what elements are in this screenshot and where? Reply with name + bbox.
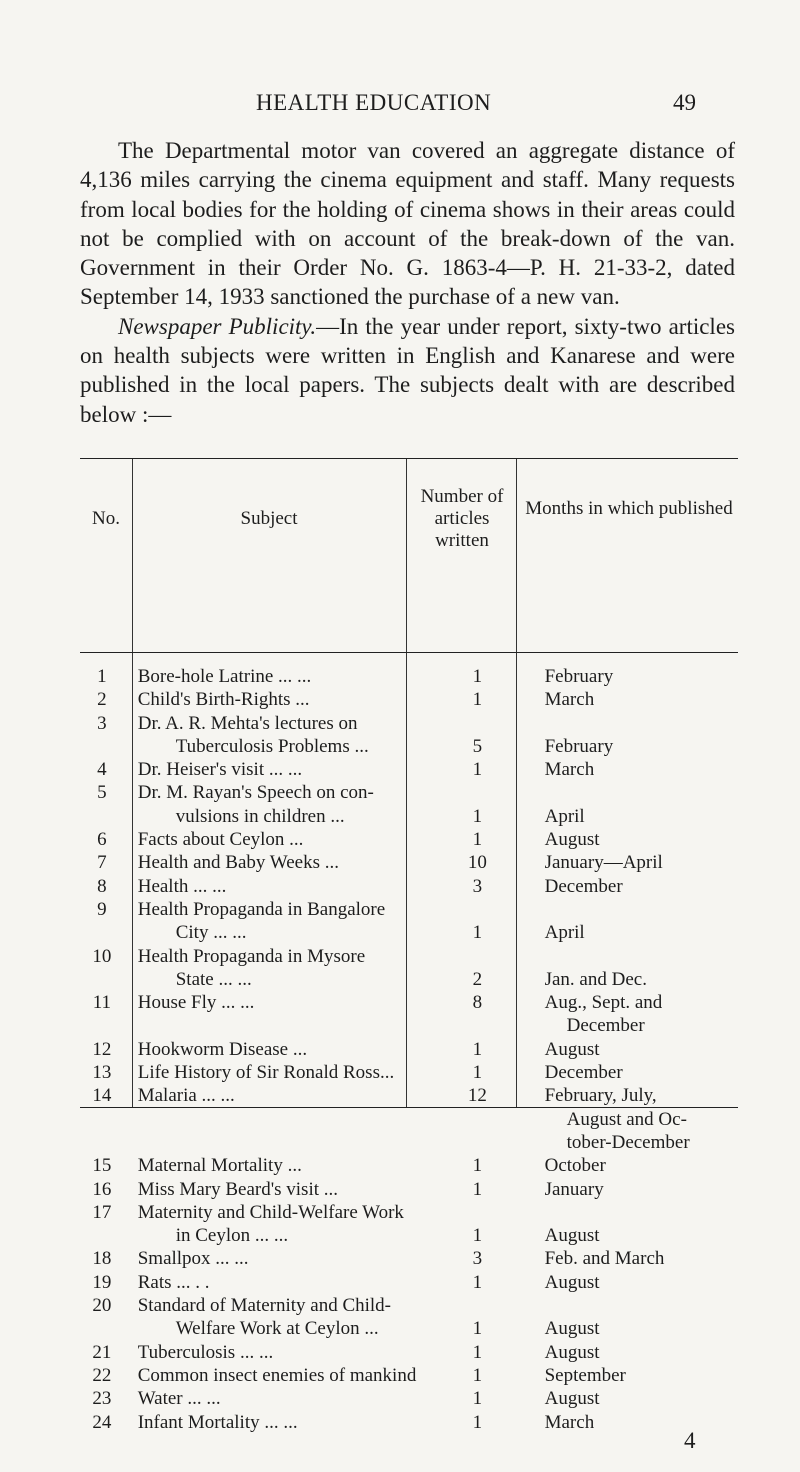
table-row <box>80 1294 738 1341</box>
cell-number <box>420 688 534 711</box>
months-line: August <box>544 1038 600 1060</box>
subject-line: Maternity and Child-Welfare Work <box>137 1201 404 1223</box>
cell-months <box>535 1341 738 1364</box>
subject-line: Smallpox ... ... <box>137 1248 249 1270</box>
table-row <box>80 875 738 898</box>
subject-line: in Ceylon ... ... <box>175 1225 289 1247</box>
subject-line: Hookworm Disease ... <box>137 1038 308 1060</box>
cell-subject <box>124 712 421 759</box>
cell-number <box>420 1154 534 1177</box>
cell-number <box>420 1341 534 1364</box>
cell-months <box>535 1061 738 1084</box>
number-value: 3 <box>472 875 483 897</box>
cell-number <box>420 712 534 759</box>
cell-no: 9 <box>97 898 107 920</box>
running-title: HEALTH EDUCATION <box>256 90 492 115</box>
table-row <box>80 828 738 851</box>
table-row <box>80 712 738 759</box>
cell-months <box>535 758 738 781</box>
cell-months <box>535 991 738 1038</box>
number-value: 1 <box>472 1364 483 1386</box>
subject-line: Water ... ... <box>137 1388 221 1410</box>
subject-line: Malaria ... ... <box>137 1085 235 1107</box>
cell-subject <box>124 1154 421 1177</box>
months-line: February, July, <box>544 1085 657 1107</box>
cell-months <box>535 828 738 851</box>
number-value: 1 <box>472 1388 483 1410</box>
cell-subject <box>124 851 421 874</box>
cell-no: 21 <box>92 1341 112 1363</box>
cell-months <box>535 875 738 898</box>
cell-no: 22 <box>92 1364 112 1386</box>
months-line: Jan. and Dec. <box>544 968 647 990</box>
table-rows <box>80 665 738 1434</box>
months-line: August <box>544 1341 600 1363</box>
subject-line: Health Propaganda in Bangalore <box>137 898 386 920</box>
cell-no: 3 <box>97 712 107 734</box>
cell-number <box>420 991 534 1038</box>
table-row <box>80 851 738 874</box>
table-row <box>80 1411 738 1434</box>
number-value: 8 <box>472 992 483 1014</box>
cell-subject <box>124 828 421 851</box>
cell-number <box>420 781 534 828</box>
cell-number <box>420 1387 534 1410</box>
table-row <box>80 1178 738 1201</box>
cell-no: 6 <box>97 829 107 851</box>
subject-line: Child's Birth-Rights ... <box>137 689 310 711</box>
cell-subject <box>124 1061 421 1084</box>
cell-months <box>535 1038 738 1061</box>
cell-no: 23 <box>92 1388 112 1410</box>
column-divider <box>132 459 133 652</box>
table-header <box>80 459 738 652</box>
table-row <box>80 1247 738 1270</box>
subject-line: Facts about Ceylon ... <box>137 829 304 851</box>
cell-subject <box>124 1411 421 1434</box>
cell-months <box>535 851 738 874</box>
cell-subject <box>124 991 421 1038</box>
header-no: No. <box>92 508 120 529</box>
subject-line: Life History of Sir Ronald Ross... <box>137 1062 395 1084</box>
cell-number <box>420 828 534 851</box>
cell-no: 4 <box>97 759 107 781</box>
months-line: Feb. and March <box>544 1248 665 1270</box>
cell-number <box>420 1294 534 1341</box>
number-value: 12 <box>467 1085 487 1107</box>
body-text <box>80 136 735 429</box>
cell-number <box>420 758 534 781</box>
cell-no: 20 <box>92 1295 112 1317</box>
cell-no: 2 <box>97 689 107 711</box>
months-line: August <box>544 1318 600 1340</box>
cell-months <box>535 1247 738 1270</box>
number-value: 1 <box>472 1178 483 1200</box>
number-value: 1 <box>472 1411 483 1433</box>
cell-subject <box>124 758 421 781</box>
number-value: 1 <box>472 1271 483 1293</box>
cell-number <box>420 898 534 945</box>
table-row <box>80 1201 738 1248</box>
number-value: 1 <box>472 1225 483 1247</box>
paragraph-van: The Departmental motor van covered an aggregate distance of 4,136 miles carrying the cinema equipment and staff. Many requests from local bodies for the holding of cinema shows in their areas could not be complied with on account of the break-down of the van. Government in their Order No. G. 1863-4—P. H. 21-33-2, dated September 14, 1933 sanctioned the purchase of a new van. <box>80 138 735 310</box>
months-line: tober-December <box>566 1131 690 1153</box>
number-value: 1 <box>472 922 483 944</box>
cell-months <box>535 712 738 759</box>
paragraph-newspaper <box>80 312 735 429</box>
page-header <box>0 90 800 120</box>
subject-line: Common insect enemies of mankind <box>137 1364 417 1386</box>
months-line: Aug., Sept. and <box>544 992 663 1014</box>
number-value: 1 <box>472 1062 483 1084</box>
cell-months <box>535 781 738 828</box>
cell-no: 8 <box>97 875 107 897</box>
cell-subject <box>124 945 421 992</box>
cell-subject <box>124 781 421 828</box>
column-divider <box>516 459 517 652</box>
number-value: 1 <box>472 666 483 687</box>
cell-subject <box>124 1294 421 1341</box>
cell-no: 18 <box>92 1248 112 1270</box>
number-value: 1 <box>472 1318 483 1340</box>
subject-line: State ... ... <box>175 968 252 990</box>
cell-months <box>535 1178 738 1201</box>
subject-line: Health and Baby Weeks ... <box>137 852 339 874</box>
table-row <box>80 1271 738 1294</box>
number-value: 1 <box>472 759 483 781</box>
table-row <box>80 688 738 711</box>
months-line: December <box>544 875 623 897</box>
header-subject: Subject <box>240 508 298 529</box>
cell-no: 16 <box>92 1178 112 1200</box>
cell-subject <box>124 1387 421 1410</box>
subject-line: Bore-hole Latrine ... ... <box>137 666 312 687</box>
months-line: March <box>544 689 595 711</box>
cell-subject <box>124 1201 421 1248</box>
cell-number <box>420 945 534 992</box>
subject-line: Miss Mary Beard's visit ... <box>137 1178 338 1200</box>
subject-line: Health ... ... <box>137 875 227 897</box>
cell-no: 13 <box>92 1062 112 1084</box>
table-row <box>80 1341 738 1364</box>
subject-line: Tuberculosis ... ... <box>137 1341 274 1363</box>
table-row <box>80 991 738 1038</box>
number-value: 2 <box>472 968 483 990</box>
table-row <box>80 758 738 781</box>
column-divider <box>406 459 407 652</box>
cell-number <box>420 875 534 898</box>
column-divider <box>406 653 407 1107</box>
cell-months <box>535 1294 738 1341</box>
cell-months <box>535 688 738 711</box>
section-heading: Newspaper Publicity. <box>118 313 317 339</box>
cell-subject <box>124 665 421 688</box>
number-value: 1 <box>472 1341 483 1363</box>
months-line: August <box>544 1225 600 1247</box>
cell-months <box>535 1364 738 1387</box>
number-value: 1 <box>472 1155 483 1177</box>
cell-no: 11 <box>92 992 111 1014</box>
cell-months <box>535 1271 738 1294</box>
cell-subject <box>124 1247 421 1270</box>
table-row <box>80 1084 738 1154</box>
table-row <box>80 1154 738 1177</box>
subject-line: Dr. M. Rayan's Speech on con- <box>137 782 374 804</box>
cell-subject <box>124 688 421 711</box>
months-line: March <box>544 1411 595 1433</box>
months-line: February <box>544 735 614 757</box>
months-line: August <box>544 829 600 851</box>
months-line: April <box>544 922 585 944</box>
number-value: 3 <box>472 1248 483 1270</box>
months-line: December <box>544 1062 623 1084</box>
table-row <box>80 781 738 828</box>
months-line: December <box>566 1015 645 1037</box>
cell-subject <box>124 1341 421 1364</box>
page-number: 49 <box>673 90 696 115</box>
articles-table <box>80 458 738 1433</box>
table-row <box>80 1038 738 1061</box>
cell-months <box>535 898 738 945</box>
months-line: April <box>544 805 585 827</box>
paragraph-newspaper-text: —In the year under report, sixty-two articles on health subjects were written in English and Kanarese and were published in the local papers. The subjects dealt with are described below :— <box>80 313 735 427</box>
header-months: Months in which published <box>525 498 733 519</box>
cell-subject <box>124 875 421 898</box>
subject-line: Maternal Mortality ... <box>137 1155 302 1177</box>
cell-number <box>420 1411 534 1434</box>
table-row <box>80 1364 738 1387</box>
table-row <box>80 945 738 992</box>
months-line: October <box>544 1155 606 1177</box>
cell-months <box>535 1154 738 1177</box>
cell-number <box>420 1084 534 1154</box>
months-line: August <box>544 1271 600 1293</box>
cell-number <box>420 1178 534 1201</box>
cell-months <box>535 1387 738 1410</box>
cell-no: 17 <box>92 1201 112 1223</box>
cell-subject <box>124 1178 421 1201</box>
cell-number <box>420 1061 534 1084</box>
subject-line: Rats ... . . <box>137 1271 210 1293</box>
cell-no: 15 <box>92 1155 112 1177</box>
cell-no: 7 <box>97 852 107 874</box>
cell-number <box>420 1247 534 1270</box>
cell-months <box>535 1411 738 1434</box>
cell-no: 5 <box>97 782 107 804</box>
number-value: 1 <box>472 829 483 851</box>
months-line: September <box>544 1364 626 1386</box>
cell-no: 14 <box>92 1085 112 1107</box>
subject-line: Standard of Maternity and Child- <box>137 1295 391 1317</box>
cell-subject <box>124 1364 421 1387</box>
cell-no: 10 <box>92 945 112 967</box>
table-body <box>80 653 738 1433</box>
cell-number <box>420 1201 534 1248</box>
header-number: Number of articles written <box>420 486 504 551</box>
cell-number <box>420 1271 534 1294</box>
cell-no: 12 <box>92 1038 112 1060</box>
cell-subject <box>124 1038 421 1061</box>
cell-months <box>535 665 738 688</box>
number-value: 1 <box>472 689 483 711</box>
months-line: March <box>544 759 595 781</box>
subject-line: Health Propaganda in Mysore <box>137 945 366 967</box>
table-row <box>80 1387 738 1410</box>
cell-number <box>420 665 534 688</box>
cell-subject <box>124 1084 421 1154</box>
number-value: 1 <box>472 805 483 827</box>
cell-no: 1 <box>97 666 107 687</box>
table-row <box>80 898 738 945</box>
months-line: August and Oc- <box>566 1108 687 1130</box>
table-row <box>80 665 738 688</box>
cell-months <box>535 1084 738 1154</box>
number-value: 1 <box>472 1038 483 1060</box>
table-row <box>80 1061 738 1084</box>
subject-line: Infant Mortality ... ... <box>137 1411 298 1433</box>
months-line: January <box>544 1178 604 1200</box>
subject-line: vulsions in children ... <box>175 805 345 827</box>
cell-subject <box>124 898 421 945</box>
column-divider <box>516 653 517 1107</box>
subject-line: Tuberculosis Problems ... <box>175 735 369 757</box>
cell-months <box>535 1201 738 1248</box>
number-value: 5 <box>472 735 483 757</box>
subject-line: Dr. Heiser's visit ... ... <box>137 759 303 781</box>
cell-subject <box>124 1271 421 1294</box>
number-value: 10 <box>467 852 487 874</box>
cell-months <box>535 945 738 992</box>
subject-line: Dr. A. R. Mehta's lectures on <box>137 712 358 734</box>
column-divider <box>132 653 133 1107</box>
cell-no: 24 <box>92 1411 112 1433</box>
subject-line: House Fly ... ... <box>137 992 255 1014</box>
months-line: February <box>544 666 614 687</box>
signature-mark: 4 <box>684 1428 696 1453</box>
months-line: August <box>544 1388 600 1410</box>
cell-number <box>420 851 534 874</box>
subject-line: Welfare Work at Ceylon ... <box>175 1318 379 1340</box>
subject-line: City ... ... <box>175 922 247 944</box>
months-line: January—April <box>544 852 663 874</box>
cell-number <box>420 1038 534 1061</box>
cell-no: 19 <box>92 1271 112 1293</box>
cell-number <box>420 1364 534 1387</box>
